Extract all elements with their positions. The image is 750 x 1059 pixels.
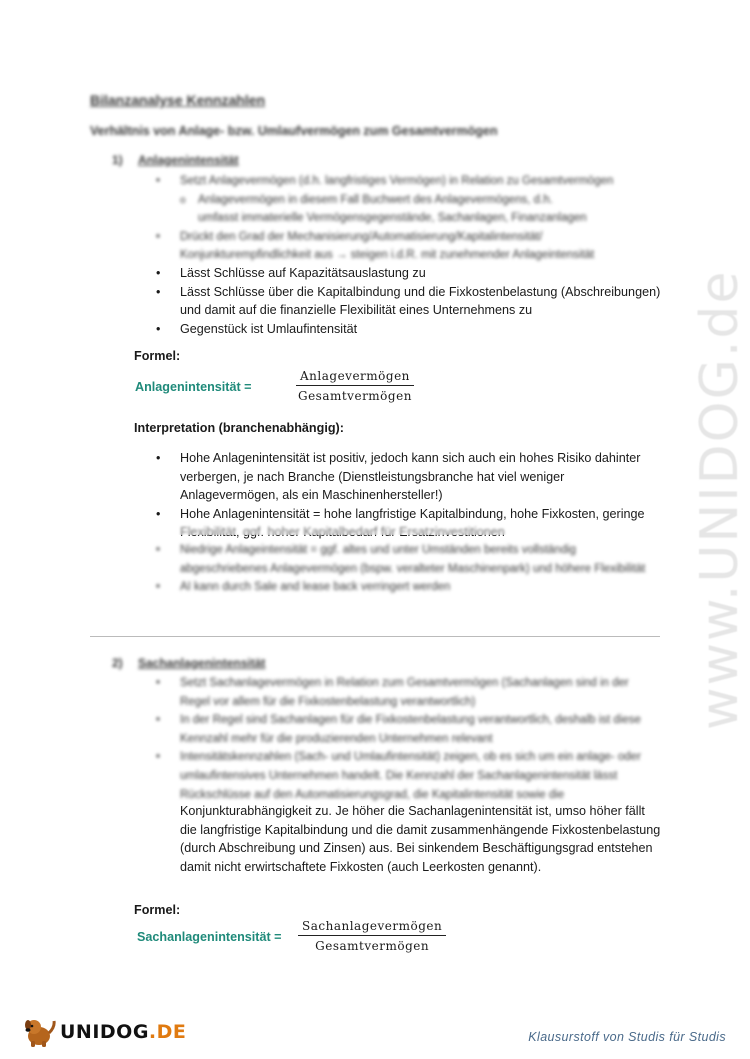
interpretation-blurred bbox=[154, 541, 664, 597]
list-item: • Niedrige Anlageintensität = ggf. altes und unter Umständen bereits vollständig abgeschriebenes Anlagevermögen (bspw. veralteter Maschinenpark) und höhere Flexibilität bbox=[154, 541, 664, 578]
footer-tagline: Klausurstoff von Studis für Studis bbox=[528, 1030, 726, 1044]
formula-2-numerator: Sachanlagevermögen bbox=[298, 919, 446, 936]
list-item: • Intensitätskennzahlen (Sach- und Umlaufintensität) zeigen, ob es sich um ein anlage- oder umlaufintensives Unternehmen handelt. Die Kennzahl der Sachanlagenintensität lässt Rückschlüsse auf den Automatisierungsgrad, die Kapitalintensität sowie die bbox=[154, 748, 659, 804]
list-item: • Gegenstück ist Umlaufintensität bbox=[154, 320, 664, 339]
dog-icon bbox=[22, 1016, 56, 1048]
section-divider bbox=[90, 636, 660, 637]
list-item: • Setzt Sachanlagevermögen in Relation zum Gesamtvermögen (Sachanlagen sind in der Regel vor allem für die Fixkostenbelastung verantwortlich) bbox=[154, 674, 659, 711]
section-2-number: 2) bbox=[112, 656, 123, 670]
section-1-bullets bbox=[154, 264, 664, 338]
formel-label-1: Formel: bbox=[134, 349, 181, 363]
sub-list-item: o Anlagevermögen in diesem Fall Buchwert des Anlagevermögens, d.h. bbox=[180, 191, 664, 210]
section-1-blurred-block bbox=[154, 172, 664, 265]
logo-name: UNIDOG bbox=[60, 1021, 149, 1043]
section-2-clear-paragraph: Konjunkturabhängigkeit zu. Je höher die Sachanlagenintensität ist, umso höher fällt die langfristige Kapitalbindung und die damit zusammenhängende Fixkostenbelastung (durch Abschreibung und Zinsen) aus. Bei sinkendem Beschäftigungsgrad entstehen damit nicht erwirtschaftete Fixkosten (auch Leerkosten genannt). bbox=[180, 804, 661, 874]
blur-overlay bbox=[150, 521, 670, 535]
formula-1-denominator: Gesamtvermögen bbox=[297, 389, 412, 403]
list-item: • Lässt Schlüsse über die Kapitalbindung und die Fixkostenbelastung (Abschreibungen) und damit auf die finanzielle Flexibilität eines Unternehmens zu bbox=[154, 283, 664, 320]
formula-2-lhs: Sachanlagenintensität = bbox=[137, 930, 282, 944]
list-item-line: Konjunkturempfindlichkeit aus → steigen i.d.R. mit zunehmender Anlageintensität bbox=[180, 249, 595, 262]
list-item bbox=[154, 228, 664, 265]
unidog-logo bbox=[22, 1016, 186, 1048]
formel-label-2: Formel: bbox=[134, 903, 181, 917]
interpretation-label: Interpretation (branchenabhängig): bbox=[134, 421, 344, 435]
section-1-number: 1) bbox=[112, 153, 123, 167]
formula-1-lhs: Anlagenintensität = bbox=[135, 380, 252, 394]
formula-1-numerator: Anlagevermögen bbox=[296, 369, 414, 386]
list-item-line: Drückt den Grad der Mechanisierung/Automatisierung/Kapitalintensität/ bbox=[180, 230, 543, 243]
section-2-title: Sachanlagenintensität bbox=[138, 656, 266, 670]
logo-tld: .DE bbox=[148, 1021, 187, 1043]
logo-wordmark bbox=[60, 1021, 186, 1043]
list-item: • In der Regel sind Sachanlagen für die Fixkostenbelastung verantwortlich, deshalb ist diese Kennzahl mehr für die produzierenden Unternehmen relevant bbox=[154, 711, 659, 748]
sub-list-item-continued: umfasst immaterielle Vermögensgegenstände, Sachanlagen, Finanzanlagen bbox=[198, 212, 587, 225]
document-subtitle: Verhältnis von Anlage- bzw. Umlaufvermögen zum Gesamtvermögen bbox=[90, 124, 498, 138]
formula-1-fraction bbox=[296, 369, 414, 403]
section-2-heading bbox=[112, 656, 265, 670]
list-item: • Hohe Anlagenintensität ist positiv, jedoch kann sich auch ein hohes Risiko dahinter verbergen, je nach Branche (Dienstleistungsbranche hat viel weniger Anlagevermögen, als ein Maschinenhersteller!) bbox=[154, 449, 664, 505]
list-item: • Setzt Anlagevermögen (d.h. langfristiges Vermögen) in Relation zu Gesamtvermögen bbox=[154, 172, 664, 191]
list-item: • AI kann durch Sale and lease back verringert werden bbox=[154, 578, 664, 597]
section-1-heading bbox=[112, 153, 239, 167]
formula-2-denominator: Gesamtvermögen bbox=[315, 939, 430, 953]
list-item: • Lässt Schlüsse auf Kapazitätsauslastung zu bbox=[154, 264, 664, 283]
formula-2-fraction bbox=[298, 919, 446, 953]
document-title: Bilanzanalyse Kennzahlen bbox=[90, 92, 266, 108]
watermark: www.UNIDOG.de bbox=[690, 269, 750, 730]
section-1-title: Anlagenintensität bbox=[138, 153, 239, 167]
list-item: • Hohe Anlagenintensität = hohe langfristige Kapitalbindung, hohe Fixkosten, geringe Flexibilität, ggf. hoher Kapitalbedarf für Ersatzinvestitionen bbox=[154, 505, 664, 542]
section-2-blurred-block bbox=[154, 674, 659, 804]
